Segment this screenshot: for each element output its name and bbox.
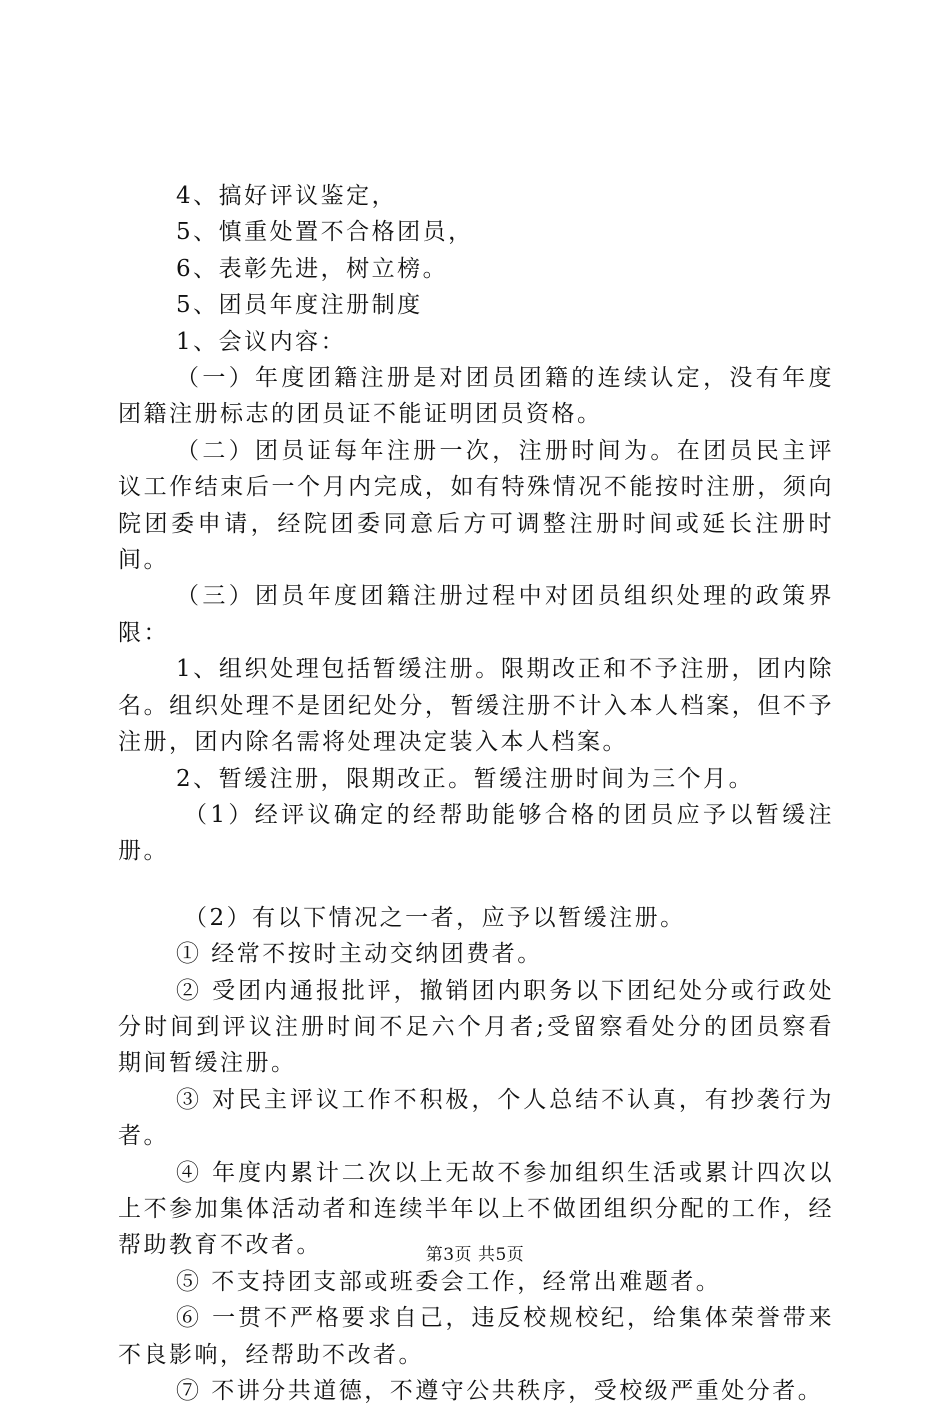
meeting-content-heading: 1、会议内容： xyxy=(176,328,347,355)
document-body xyxy=(118,178,834,1409)
paragraph-organizational-handling: 1、组织处理包括暂缓注册。限期改正和不予注册，团内除名。组织处理不是团纪处分，暂缓注册不计入本人档案，但不予注册，团内除名需将处理决定装入本人档案。 xyxy=(118,656,834,756)
list-item-circled-2: ② 受团内通报批评，撤销团内职务以下团纪处分或行政处分时间到评议注册时间不足六个月者;受留察看处分的团员察看期间暂缓注册。 xyxy=(118,977,834,1077)
item-4-evaluation: 4、搞好评议鉴定， xyxy=(176,183,398,209)
paragraph-suspended-registration: 2、暂缓注册，限期改正。暂缓注册时间为三个月。 xyxy=(176,765,755,792)
item-6-commendation: 6、表彰先进，树立榜。 xyxy=(176,255,449,282)
blank-line xyxy=(118,870,834,900)
list-item-circled-1: ① 经常不按时主动交纳团费者。 xyxy=(176,941,543,968)
paragraph-part-1: （一）年度团籍注册是对团员团籍的连续认定，没有年度团籍注册标志的团员证不能证明团员资格。 xyxy=(118,365,834,428)
paragraph-sub-2: （2）有以下情况之一者，应予以暂缓注册。 xyxy=(184,904,686,931)
paragraph-sub-1: （1）经评议确定的经帮助能够合格的团员应予以暂缓注册。 xyxy=(118,801,834,865)
paragraph-part-3: （三）团员年度团籍注册过程中对团员组织处理的政策界限： xyxy=(118,583,834,646)
list-item-circled-4: ④ 年度内累计二次以上无故不参加组织生活或累计四次以上不参加集体活动者和连续半年以上不做团组织分配的工作，经帮助教育不改者。 xyxy=(118,1159,834,1259)
list-item-circled-6: ⑥ 一贯不严格要求自己，违反校规校纪，给集体荣誉带来不良影响，经帮助不改者。 xyxy=(118,1305,834,1368)
list-item-circled-3: ③ 对民主评议工作不积极，个人总结不认真，有抄袭行为者。 xyxy=(118,1086,834,1150)
page-number-footer: 第3页 共5页 xyxy=(425,1245,525,1265)
list-item-circled-5: ⑤ 不支持团支部或班委会工作，经常出难题者。 xyxy=(176,1268,722,1295)
list-item-circled-7: ⑦ 不讲分共道德，不遵守公共秩序，受校级严重处分者。 xyxy=(176,1378,824,1404)
section-heading-registration: 5、团员年度注册制度 xyxy=(176,292,423,319)
item-5-unqualified: 5、慎重处置不合格团员， xyxy=(176,219,474,246)
paragraph-part-2: （二）团员证每年注册一次，注册时间为。在团员民主评议工作结束后一个月内完成，如有特殊情况不能按时注册，须向院团委申请，经院团委同意后方可调整注册时间或延长注册时间。 xyxy=(118,437,834,574)
